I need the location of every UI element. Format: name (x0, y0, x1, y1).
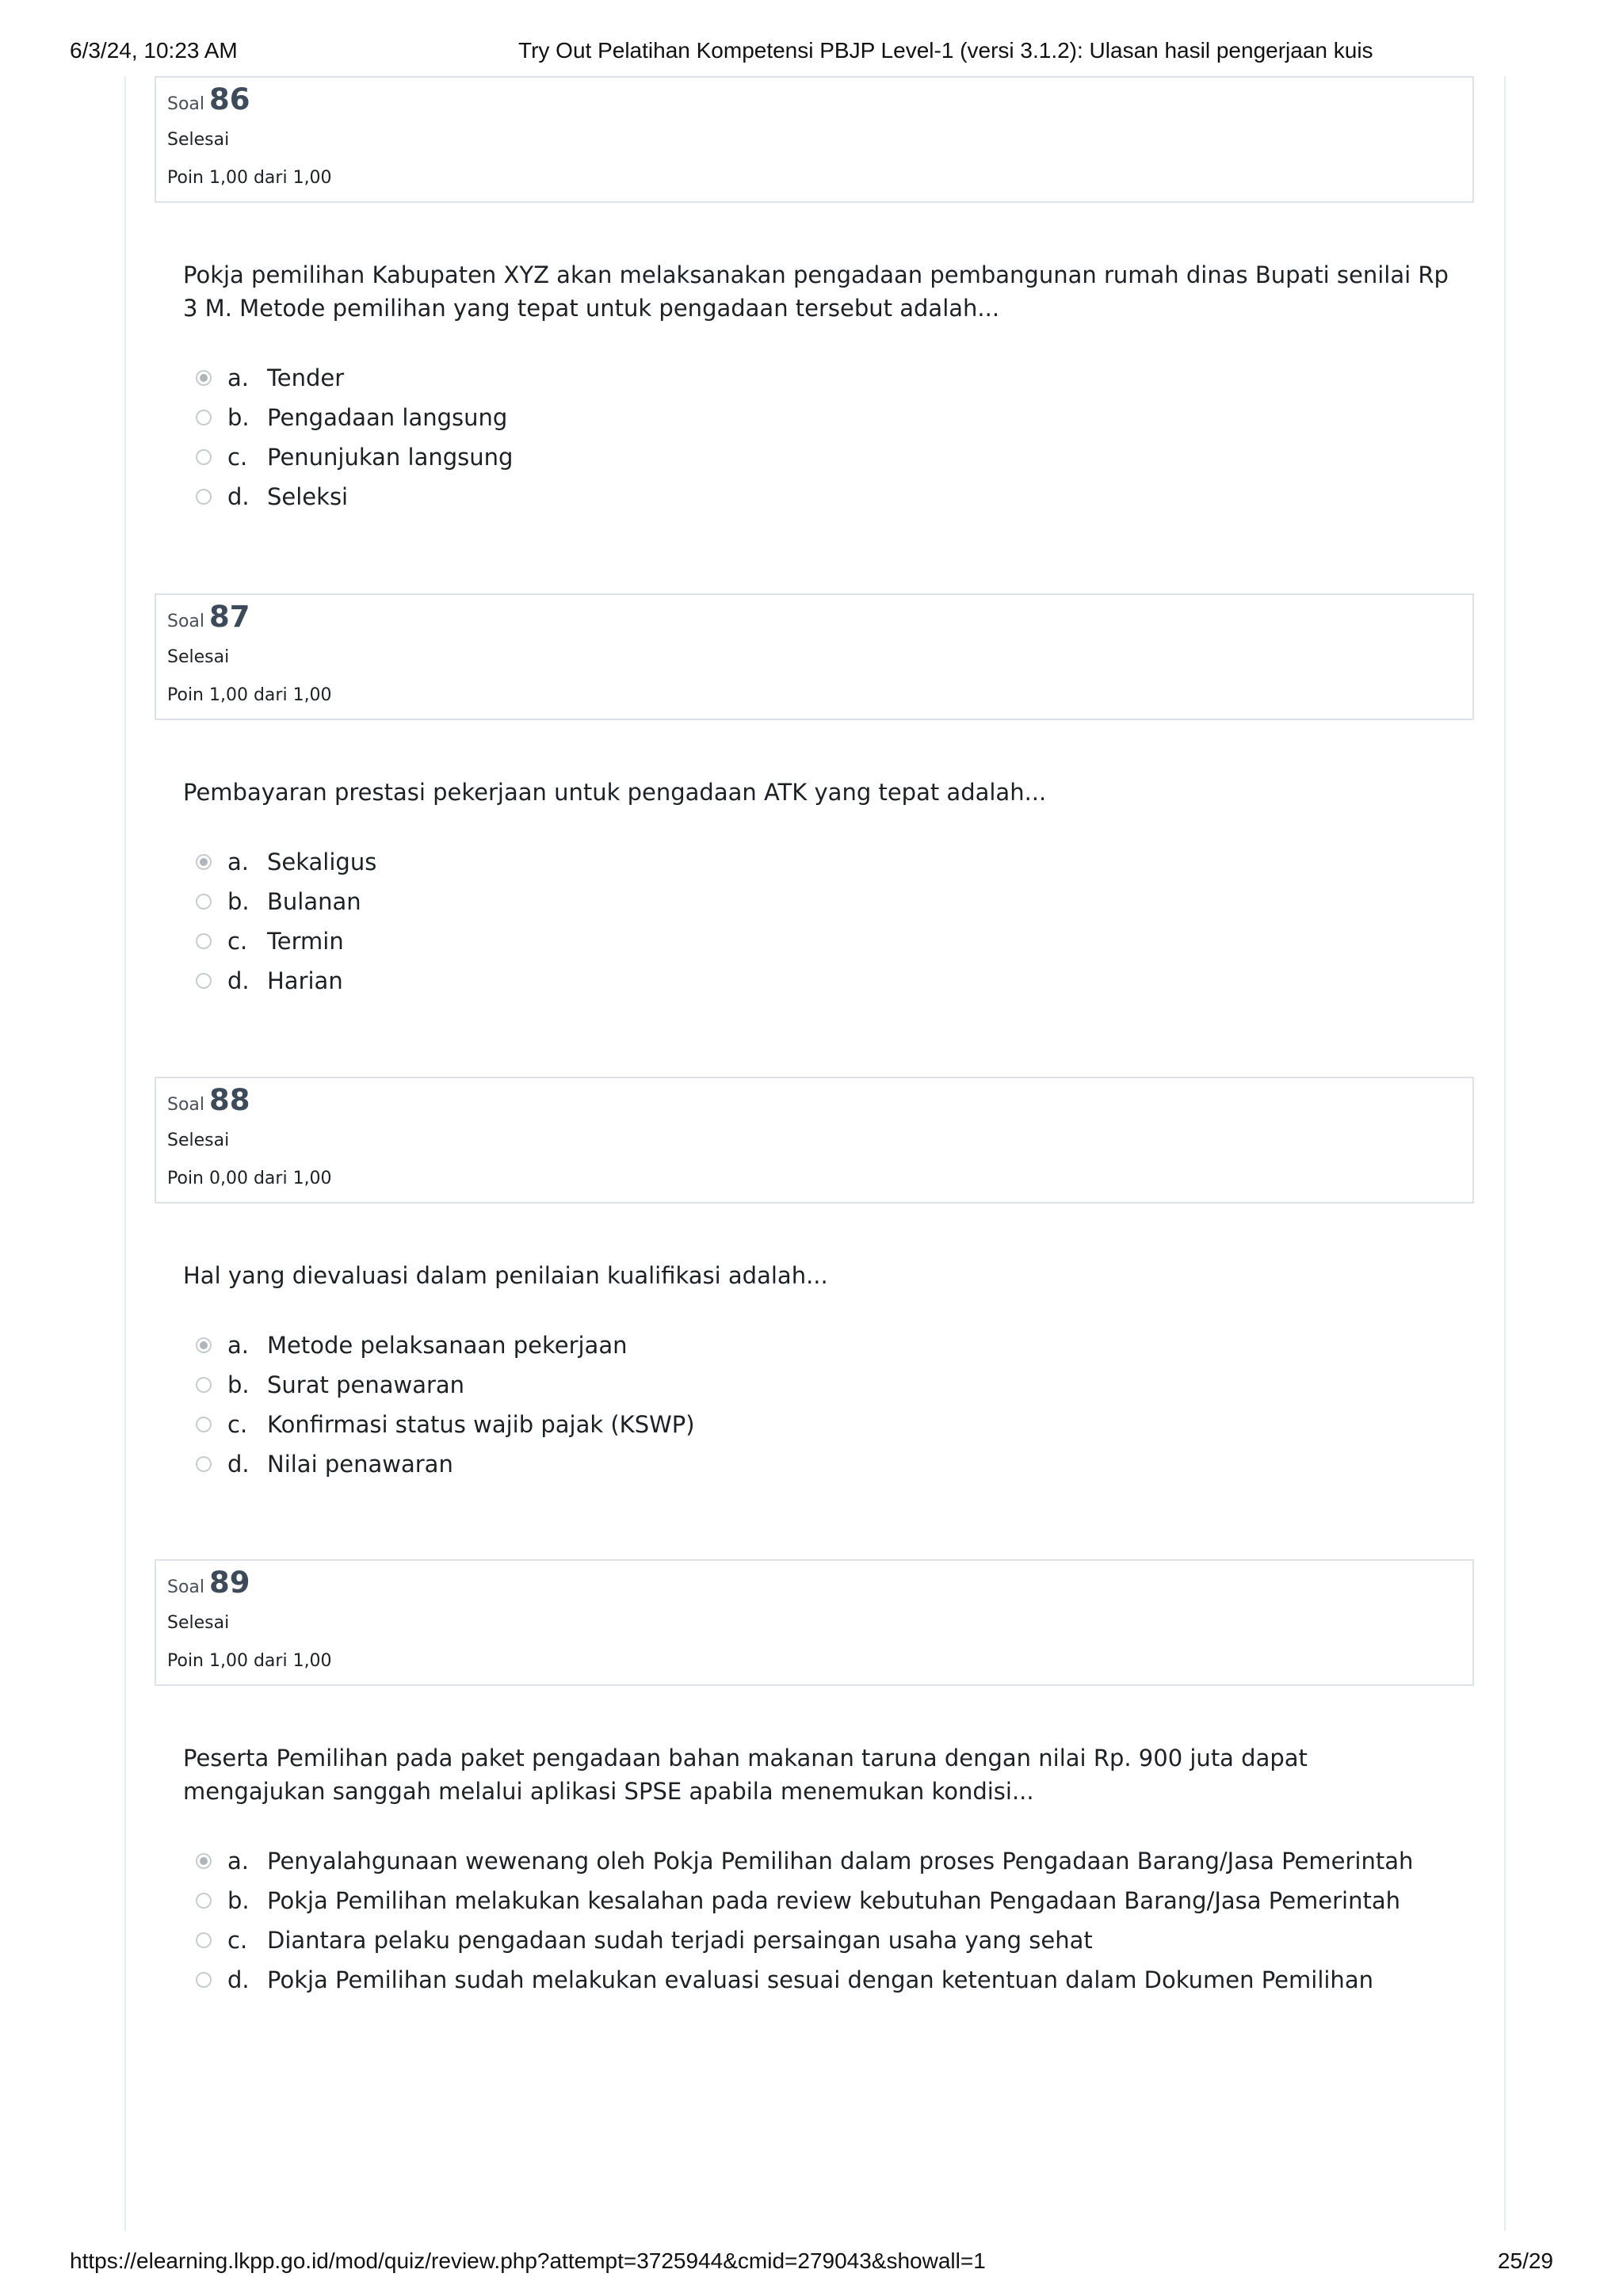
answer-option-d[interactable] (196, 477, 1474, 517)
question-status: Selesai (167, 130, 230, 150)
answer-option-a[interactable] (196, 1841, 1474, 1881)
answer-option-c[interactable] (196, 1405, 1474, 1444)
question-status: Selesai (167, 647, 230, 667)
question-number (167, 82, 250, 116)
question-grade: Poin 1,00 dari 1,00 (167, 168, 332, 188)
radio-icon[interactable] (196, 1456, 212, 1472)
option-letter: b. (227, 888, 250, 915)
radio-icon[interactable] (196, 1893, 212, 1909)
question-label: Soal (167, 1577, 205, 1597)
option-letter: d. (227, 483, 250, 510)
question-number (167, 600, 250, 634)
radio-selected-icon[interactable] (196, 854, 212, 870)
question-info-box (155, 76, 1474, 203)
question-number (167, 1566, 250, 1600)
option-text: Harian (267, 967, 343, 994)
option-text: Pokja Pemilihan melakukan kesalahan pada review kebutuhan Pengadaan Barang/Jasa Pemerintah (267, 1887, 1401, 1914)
question-label: Soal (167, 612, 205, 631)
question-number-value: 86 (209, 82, 250, 116)
option-letter: c. (227, 1411, 248, 1438)
question-status: Selesai (167, 1131, 230, 1150)
option-letter: c. (227, 444, 248, 471)
print-page-number: 25/29 (1497, 2248, 1553, 2273)
print-page-title: Try Out Pelatihan Kompetensi PBJP Level-1 (versi 3.1.2): Ulasan hasil pengerjaan kuis (518, 38, 1373, 63)
option-text: Metode pelaksanaan pekerjaan (267, 1332, 628, 1359)
question-info-box (155, 593, 1474, 720)
question-number-value: 87 (209, 600, 250, 634)
answer-options (196, 842, 1474, 1001)
answer-option-b[interactable] (196, 882, 1474, 921)
answer-option-a[interactable] (196, 842, 1474, 882)
answer-option-b[interactable] (196, 1365, 1474, 1405)
question-text: Pembayaran prestasi pekerjaan untuk pengadaan ATK yang tepat adalah... (183, 779, 1047, 806)
option-letter: d. (227, 967, 250, 994)
question-number-value: 88 (209, 1083, 250, 1117)
radio-icon[interactable] (196, 933, 212, 949)
answer-option-b[interactable] (196, 398, 1474, 437)
radio-icon[interactable] (196, 894, 212, 910)
radio-selected-icon[interactable] (196, 1337, 212, 1353)
answer-options (196, 1841, 1474, 2000)
question-text: Hal yang dievaluasi dalam penilaian kualifikasi adalah... (183, 1262, 828, 1289)
question-grade: Poin 1,00 dari 1,00 (167, 1651, 332, 1671)
question-87 (155, 593, 1474, 1001)
option-letter: c. (227, 928, 248, 955)
answer-option-c[interactable] (196, 437, 1474, 477)
option-text: Termin (267, 928, 344, 955)
question-info-box (155, 1559, 1474, 1686)
answer-option-d[interactable] (196, 961, 1474, 1001)
radio-icon[interactable] (196, 489, 212, 505)
option-letter: b. (227, 404, 250, 431)
option-letter: c. (227, 1927, 248, 1954)
question-89 (155, 1559, 1474, 2000)
radio-icon[interactable] (196, 449, 212, 465)
option-text: Surat penawaran (267, 1371, 465, 1398)
option-text: Sekaligus (267, 849, 377, 875)
radio-icon[interactable] (196, 973, 212, 989)
option-text: Nilai penawaran (267, 1451, 453, 1478)
option-letter: a. (227, 849, 249, 875)
question-number-value: 89 (209, 1566, 250, 1600)
option-text: Diantara pelaku pengadaan sudah terjadi persaingan usaha yang sehat (267, 1927, 1093, 1954)
option-letter: a. (227, 364, 249, 391)
option-text: Seleksi (267, 483, 349, 510)
question-grade: Poin 1,00 dari 1,00 (167, 685, 332, 705)
option-letter: b. (227, 1371, 250, 1398)
content-border-right (1504, 76, 1506, 2231)
question-text: Peserta Pemilihan pada paket pengadaan bahan makanan taruna dengan nilai Rp. 900 juta dapat mengajukan sanggah melalui aplikasi SPSE apabila menemukan kondisi... (183, 1745, 1308, 1805)
option-text: Penunjukan langsung (267, 444, 514, 471)
print-header (70, 38, 1553, 70)
print-footer (70, 2248, 1553, 2280)
answer-option-a[interactable] (196, 1325, 1474, 1365)
question-text: Pokja pemilihan Kabupaten XYZ akan melaksanakan pengadaan pembangunan rumah dinas Bupati senilai Rp 3 M. Metode pemilihan yang tepat untuk pengadaan tersebut adalah... (183, 261, 1449, 322)
question-label: Soal (167, 94, 205, 114)
question-86 (155, 76, 1474, 517)
option-text: Konfirmasi status wajib pajak (KSWP) (267, 1411, 695, 1438)
option-text: Penyalahgunaan wewenang oleh Pokja Pemilihan dalam proses Pengadaan Barang/Jasa Pemerintah (267, 1848, 1414, 1875)
option-letter: a. (227, 1848, 249, 1875)
question-status: Selesai (167, 1613, 230, 1633)
option-letter: d. (227, 1966, 250, 1993)
option-letter: b. (227, 1887, 250, 1914)
print-url: https://elearning.lkpp.go.id/mod/quiz/review.php?attempt=3725944&cmid=279043&showall=1 (70, 2248, 986, 2273)
question-info-box (155, 1077, 1474, 1203)
answer-options (196, 1325, 1474, 1484)
answer-option-b[interactable] (196, 1881, 1474, 1920)
radio-selected-icon[interactable] (196, 370, 212, 386)
answer-option-a[interactable] (196, 358, 1474, 398)
radio-icon[interactable] (196, 1932, 212, 1948)
question-88 (155, 1077, 1474, 1484)
question-number (167, 1083, 250, 1117)
answer-option-d[interactable] (196, 1444, 1474, 1484)
answer-options (196, 358, 1474, 517)
radio-icon[interactable] (196, 1417, 212, 1432)
answer-option-c[interactable] (196, 1920, 1474, 1960)
radio-icon[interactable] (196, 1377, 212, 1393)
answer-option-c[interactable] (196, 921, 1474, 961)
radio-selected-icon[interactable] (196, 1853, 212, 1869)
radio-icon[interactable] (196, 410, 212, 425)
option-text: Pokja Pemilihan sudah melakukan evaluasi sesuai dengan ketentuan dalam Dokumen Pemilihan (267, 1966, 1373, 1993)
radio-icon[interactable] (196, 1972, 212, 1988)
option-letter: d. (227, 1451, 250, 1478)
question-label: Soal (167, 1095, 205, 1115)
option-text: Pengadaan langsung (267, 404, 508, 431)
option-text: Bulanan (267, 888, 361, 915)
option-letter: a. (227, 1332, 249, 1359)
print-datetime: 6/3/24, 10:23 AM (70, 38, 238, 63)
option-text: Tender (267, 364, 345, 391)
answer-option-d[interactable] (196, 1960, 1474, 2000)
content-border-left (124, 76, 126, 2231)
question-grade: Poin 0,00 dari 1,00 (167, 1169, 332, 1188)
